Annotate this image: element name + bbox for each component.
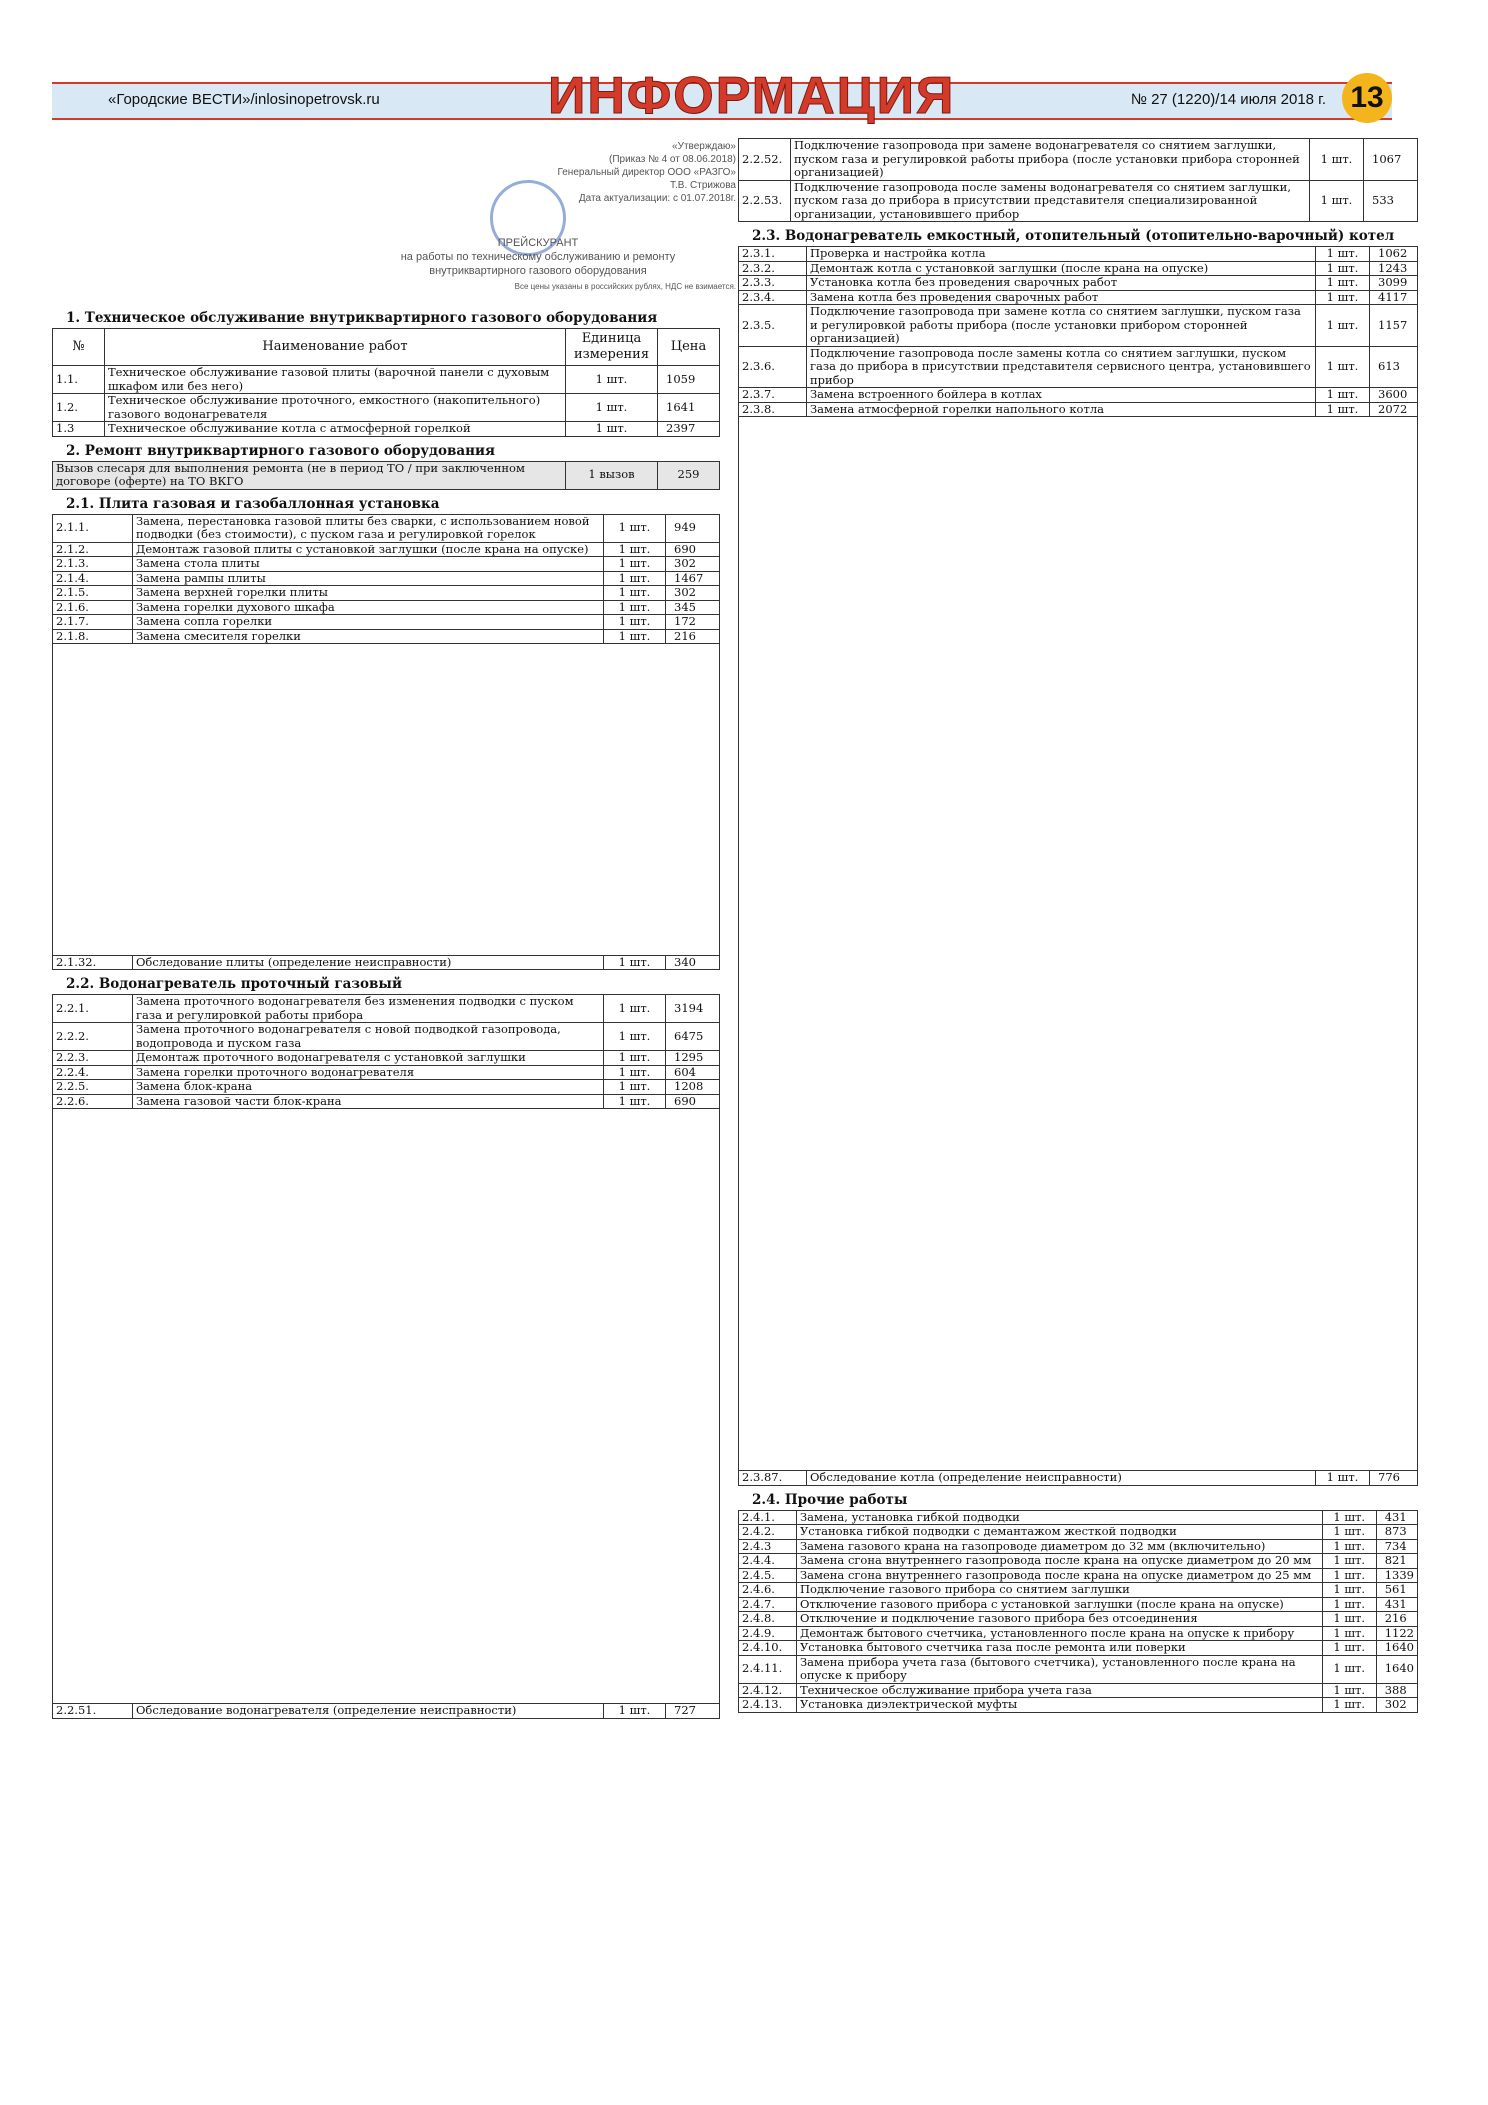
row-unit: 1 шт. (1322, 1525, 1376, 1540)
table-row (53, 1023, 720, 1051)
price-note: Все цены указаны в российских рублях, НДС не взимается. (514, 282, 736, 291)
row-price: 6475 (666, 1023, 720, 1051)
row-price: 431 (1376, 1510, 1417, 1525)
table-row (53, 422, 720, 437)
row-code: 2.4.8. (739, 1612, 797, 1627)
row-unit: 1 шт. (1322, 1510, 1376, 1525)
row-unit: 1 шт. (1310, 139, 1364, 181)
row-code: 2.2.5. (53, 1080, 133, 1095)
row-name: Замена котла без проведения сварочных работ (807, 290, 1316, 305)
table-row (53, 1065, 720, 1080)
row-code: 2.3.6. (739, 346, 807, 388)
row-price: 1067 (1364, 139, 1418, 181)
row-unit: 1 шт. (1322, 1612, 1376, 1627)
row-name: Замена стола плиты (133, 557, 604, 572)
table-row (53, 586, 720, 601)
row-price: 1122 (1376, 1626, 1417, 1641)
row-unit: 1 шт. (1316, 247, 1370, 262)
row-name: Замена проточного водонагревателя без изменения подводки с пуском газа и регулировкой работы прибора (133, 995, 604, 1023)
row-code: 2.3.8. (739, 402, 807, 417)
row-code: 1.1. (53, 366, 105, 394)
row-price: 3099 (1370, 276, 1418, 291)
row-unit: 1 шт. (1322, 1626, 1376, 1641)
row-name: Отключение газового прибора с установкой заглушки (после крана на опуске) (797, 1597, 1323, 1612)
sec1-title: 1. Техническое обслуживание внутриквартирного газового оборудования (66, 310, 658, 326)
row-code: 2.3.87. (739, 1471, 807, 1486)
call-name: Вызов слесаря для выполнения ремонта (не в период ТО / при заключенном договоре (оферте) на ТО ВКГО (53, 461, 566, 489)
row-price: 172 (666, 615, 720, 630)
table-row (739, 180, 1418, 222)
table-row (53, 557, 720, 572)
table-row (739, 1641, 1418, 1656)
row-name: Установка гибкой подводки с демантажом жесткой подводки (797, 1525, 1323, 1540)
table-row (739, 1698, 1418, 1713)
row-price: 604 (666, 1065, 720, 1080)
row-price: 690 (666, 1094, 720, 1109)
row-name: Замена горелки проточного водонагревателя (133, 1065, 604, 1080)
col-num: № (53, 329, 105, 366)
sec22-title: 2.2. Водонагреватель проточный газовый (66, 976, 402, 992)
row-unit: 1 шт. (566, 366, 658, 394)
row-code: 2.1.2. (53, 542, 133, 557)
row-unit: 1 шт. (1322, 1683, 1376, 1698)
row-unit: 1 шт. (1316, 276, 1370, 291)
row-unit: 1 шт. (1322, 1641, 1376, 1656)
row-code: 2.4.11. (739, 1655, 797, 1683)
table-header (53, 329, 720, 366)
row-name: Замена блок-крана (133, 1080, 604, 1095)
row-unit: 1 шт. (604, 542, 666, 557)
table-row (739, 247, 1418, 262)
row-unit: 1 шт. (604, 586, 666, 601)
row-name: Замена, установка гибкой подводки (797, 1510, 1323, 1525)
row-price: 302 (666, 586, 720, 601)
row-unit: 1 шт. (604, 629, 666, 644)
row-price: 690 (666, 542, 720, 557)
sec23-table (738, 246, 1418, 1486)
table-row (53, 394, 720, 422)
row-code: 2.3.1. (739, 247, 807, 262)
row-unit: 1 шт. (604, 1094, 666, 1109)
row-code: 2.4.12. (739, 1683, 797, 1698)
row-code: 2.1.1. (53, 514, 133, 542)
row-price: 821 (1376, 1554, 1417, 1569)
row-unit: 1 шт. (604, 1080, 666, 1095)
table-row (739, 276, 1418, 291)
issue-date: № 27 (1220)/14 июля 2018 г. (1130, 91, 1326, 108)
row-code: 2.2.51. (53, 1704, 133, 1719)
omitted-rows (53, 1109, 720, 1704)
row-unit: 1 шт. (604, 615, 666, 630)
row-unit: 1 шт. (1322, 1554, 1376, 1569)
row-name: Замена верхней горелки плиты (133, 586, 604, 601)
row-price: 1208 (666, 1080, 720, 1095)
table-row (739, 402, 1418, 417)
row-unit: 1 шт. (1316, 346, 1370, 388)
row-unit: 1 шт. (1322, 1568, 1376, 1583)
row-price: 302 (666, 557, 720, 572)
table-row (739, 139, 1418, 181)
row-name: Замена газовой части блок-крана (133, 1094, 604, 1109)
col-price: Цена (658, 329, 720, 366)
row-name: Техническое обслуживание проточного, емкостного (накопительного) газового водонагревателя (105, 394, 566, 422)
price-list-title-line: внутриквартирного газового оборудования (429, 265, 647, 277)
row-unit: 1 шт. (604, 1051, 666, 1066)
row-code: 2.4.10. (739, 1641, 797, 1656)
row-code: 2.3.7. (739, 388, 807, 403)
row-code: 2.2.6. (53, 1094, 133, 1109)
row-unit: 1 шт. (604, 600, 666, 615)
row-code: 2.2.1. (53, 995, 133, 1023)
row-name: Демонтаж бытового счетчика, установленного после крана на опуске к прибору (797, 1626, 1323, 1641)
row-name: Замена встроенного бойлера в котлах (807, 388, 1316, 403)
row-unit: 1 шт. (566, 422, 658, 437)
row-name: Подключение газового прибора со снятием заглушки (797, 1583, 1323, 1598)
row-price: 776 (1370, 1471, 1418, 1486)
row-price: 1295 (666, 1051, 720, 1066)
sec22-table (52, 994, 720, 1719)
sec2-title: 2. Ремонт внутриквартирного газового оборудования (66, 442, 496, 459)
row-name: Замена газового крана на газопроводе диаметром до 32 мм (включительно) (797, 1539, 1323, 1554)
approval-line: Дата актуализации: с 01.07.2018г. (578, 193, 736, 204)
table-row (739, 388, 1418, 403)
row-name: Замена атмосферной горелки напольного котла (807, 402, 1316, 417)
price-list-title-line: ПРЕЙСКУРАНТ (497, 237, 579, 249)
row-code: 2.4.13. (739, 1698, 797, 1713)
row-unit: 1 шт. (604, 514, 666, 542)
row-price: 533 (1364, 180, 1418, 222)
row-price: 1640 (1376, 1655, 1417, 1683)
row-code: 2.2.52. (739, 139, 791, 181)
row-unit: 1 шт. (1322, 1655, 1376, 1683)
row-name: Обследование плиты (определение неисправности) (133, 955, 604, 970)
row-price: 1243 (1370, 261, 1418, 276)
row-code: 2.1.5. (53, 586, 133, 601)
row-name: Подключение газопровода при замене котла со снятием заглушки, пуском газа и регулировкой работы прибора (после установки прибором сторонней организацией) (807, 305, 1316, 347)
row-name: Замена смесителя горелки (133, 629, 604, 644)
table-row (739, 1626, 1418, 1641)
row-price: 216 (666, 629, 720, 644)
table-row (739, 1568, 1418, 1583)
approval-lines (557, 140, 736, 205)
approval-line: Т.В. Стрижова (670, 180, 736, 191)
row-name: Замена сгона внутреннего газопровода после крана на опуске диаметром до 20 мм (797, 1554, 1323, 1569)
publication-name: «Городские ВЕСТИ»/inlosinopetrovsk.ru (108, 91, 380, 108)
table-row (53, 1051, 720, 1066)
row-price: 1640 (1376, 1641, 1417, 1656)
approval-line: «Утверждаю» (672, 141, 736, 152)
row-name: Замена сопла горелки (133, 615, 604, 630)
page-number: 13 (1342, 73, 1392, 123)
row-price: 613 (1370, 346, 1418, 388)
row-name: Демонтаж газовой плиты с установкой заглушки (после крана на опуске) (133, 542, 604, 557)
row-unit: 1 шт. (1316, 1471, 1370, 1486)
sec21-title: 2.1. Плита газовая и газобаллонная установка (66, 495, 440, 512)
row-unit: 1 шт. (604, 995, 666, 1023)
row-price: 949 (666, 514, 720, 542)
row-name: Замена сгона внутреннего газопровода после крана на опуске диаметром до 25 мм (797, 1568, 1323, 1583)
row-code: 2.1.8. (53, 629, 133, 644)
table-row (53, 1704, 720, 1719)
left-column (52, 304, 720, 1719)
sec24-table (738, 1510, 1418, 1713)
table-row (53, 514, 720, 542)
row-unit: 1 шт. (1316, 261, 1370, 276)
row-name: Замена рампы плиты (133, 571, 604, 586)
row-name: Установка бытового счетчика газа после ремонта или поверки (797, 1641, 1323, 1656)
table-row (739, 1612, 1418, 1627)
price-list-title-line: на работы по техническому обслуживанию и ремонту (400, 251, 676, 263)
right-column (738, 138, 1418, 1713)
row-unit: 1 шт. (604, 955, 666, 970)
row-name: Отключение и подключение газового прибора без отсоединения (797, 1612, 1323, 1627)
row-price: 3600 (1370, 388, 1418, 403)
sec24-title: 2.4. Прочие работы (752, 1491, 908, 1508)
row-price: 1641 (658, 394, 720, 422)
row-name: Техническое обслуживание котла с атмосферной горелкой (105, 422, 566, 437)
row-unit: 1 шт. (604, 1023, 666, 1051)
call-unit: 1 вызов (566, 461, 658, 489)
row-name: Подключение газопровода при замене водонагревателя со снятием заглушки, пуском газа и регулировкой работы прибора (после установки прибора сторонней организацией) (791, 139, 1310, 181)
table-row (53, 542, 720, 557)
row-code: 2.1.3. (53, 557, 133, 572)
sec1-table (52, 328, 720, 437)
row-code: 2.4.3 (739, 1539, 797, 1554)
row-price: 727 (666, 1704, 720, 1719)
omitted-rows (53, 644, 720, 956)
table-row (53, 571, 720, 586)
table-row (53, 461, 720, 489)
row-name: Установка котла без проведения сварочных работ (807, 276, 1316, 291)
table-row (53, 955, 720, 970)
row-price: 873 (1376, 1525, 1417, 1540)
row-unit: 1 шт. (604, 1704, 666, 1719)
row-price: 1062 (1370, 247, 1418, 262)
table-row (53, 629, 720, 644)
row-name: Подключение газопровода после замены котла со снятием заглушки, пуском газа до прибора в присутствии представителя сервисного центра, установившего прибор (807, 346, 1316, 388)
row-unit: 1 шт. (604, 1065, 666, 1080)
sec2-table (52, 461, 720, 490)
row-price: 1339 (1376, 1568, 1417, 1583)
row-price: 4117 (1370, 290, 1418, 305)
row-unit: 1 шт. (1322, 1539, 1376, 1554)
row-code: 2.3.4. (739, 290, 807, 305)
table-row (739, 1655, 1418, 1683)
row-price: 2072 (1370, 402, 1418, 417)
row-code: 2.4.7. (739, 1597, 797, 1612)
row-price: 345 (666, 600, 720, 615)
row-unit: 1 шт. (1316, 402, 1370, 417)
table-row (739, 1597, 1418, 1612)
row-unit: 1 шт. (1322, 1698, 1376, 1713)
row-unit: 1 шт. (1322, 1583, 1376, 1598)
table-row (739, 1525, 1418, 1540)
row-code: 2.4.5. (739, 1568, 797, 1583)
row-code: 2.1.4. (53, 571, 133, 586)
row-code: 2.1.7. (53, 615, 133, 630)
row-name: Замена прибора учета газа (бытового счетчика), установленного после крана на опуске к прибору (797, 1655, 1323, 1683)
row-price: 1059 (658, 366, 720, 394)
table-row (739, 1510, 1418, 1525)
approval-stamp (340, 140, 736, 292)
row-code: 2.1.32. (53, 955, 133, 970)
table-row (739, 290, 1418, 305)
col-name: Наименование работ (105, 329, 566, 366)
sec21-table (52, 514, 720, 971)
row-unit: 1 шт. (1316, 388, 1370, 403)
row-price: 734 (1376, 1539, 1417, 1554)
table-row (53, 1080, 720, 1095)
price-list-title (340, 236, 736, 278)
table-row (739, 346, 1418, 388)
row-name: Техническое обслуживание газовой плиты (варочной панели с духовым шкафом или без него) (105, 366, 566, 394)
row-code: 2.1.6. (53, 600, 133, 615)
row-unit: 1 шт. (1322, 1597, 1376, 1612)
table-row (739, 1683, 1418, 1698)
row-code: 2.2.2. (53, 1023, 133, 1051)
table-row (739, 261, 1418, 276)
row-price: 561 (1376, 1583, 1417, 1598)
row-price: 302 (1376, 1698, 1417, 1713)
row-unit: 1 шт. (1316, 305, 1370, 347)
table-row (739, 1583, 1418, 1598)
row-name: Демонтаж котла с установкой заглушки (после крана на опуске) (807, 261, 1316, 276)
omitted-rows (739, 417, 1418, 1471)
row-name: Техническое обслуживание прибора учета газа (797, 1683, 1323, 1698)
table-row (739, 305, 1418, 347)
row-code: 2.4.9. (739, 1626, 797, 1641)
call-price: 259 (658, 461, 720, 489)
table-row (53, 995, 720, 1023)
row-name: Замена, перестановка газовой плиты без сварки, с использованием новой подводки (без стоимости), с пуском газа и регулировкой горелок (133, 514, 604, 542)
row-unit: 1 шт. (566, 394, 658, 422)
table-row (53, 366, 720, 394)
row-price: 216 (1376, 1612, 1417, 1627)
row-name: Замена проточного водонагревателя с новой подводкой газопровода, водопровода и пуском газа (133, 1023, 604, 1051)
table-row (53, 615, 720, 630)
row-unit: 1 шт. (1310, 180, 1364, 222)
row-unit: 1 шт. (1316, 290, 1370, 305)
row-code: 2.4.4. (739, 1554, 797, 1569)
row-code: 1.2. (53, 394, 105, 422)
row-code: 1.3 (53, 422, 105, 437)
row-price: 431 (1376, 1597, 1417, 1612)
row-unit: 1 шт. (604, 571, 666, 586)
row-price: 388 (1376, 1683, 1417, 1698)
approval-line: (Приказ № 4 от 08.06.2018) (609, 154, 736, 165)
row-code: 2.2.3. (53, 1051, 133, 1066)
row-name: Проверка и настройка котла (807, 247, 1316, 262)
row-name: Подключение газопровода после замены водонагревателя со снятием заглушки, пуском газа до прибора в присутствии представителя специализированной организации, установившего прибор (791, 180, 1310, 222)
table-row (739, 1539, 1418, 1554)
row-price: 2397 (658, 422, 720, 437)
row-price: 3194 (666, 995, 720, 1023)
approval-line: Генеральный директор ООО «РАЗГО» (557, 167, 736, 178)
section-title: ИНФОРМАЦИЯ (548, 67, 956, 125)
row-code: 2.4.1. (739, 1510, 797, 1525)
row-name: Установка диэлектрической муфты (797, 1698, 1323, 1713)
row-code: 2.2.4. (53, 1065, 133, 1080)
row-price: 340 (666, 955, 720, 970)
sec22-cont-table (738, 138, 1418, 222)
table-row (53, 1094, 720, 1109)
table-row (739, 1554, 1418, 1569)
row-name: Обследование котла (определение неисправности) (807, 1471, 1316, 1486)
row-name: Обследование водонагревателя (определение неисправности) (133, 1704, 604, 1719)
row-code: 2.4.6. (739, 1583, 797, 1598)
row-price: 1157 (1370, 305, 1418, 347)
row-code: 2.2.53. (739, 180, 791, 222)
row-code: 2.4.2. (739, 1525, 797, 1540)
table-row (739, 1471, 1418, 1486)
row-code: 2.3.5. (739, 305, 807, 347)
sec23-title: 2.3. Водонагреватель емкостный, отопительный (отопительно-варочный) котел (752, 228, 1395, 244)
col-unit: Единица измерения (566, 329, 658, 366)
row-price: 1467 (666, 571, 720, 586)
row-code: 2.3.2. (739, 261, 807, 276)
row-unit: 1 шт. (604, 557, 666, 572)
row-code: 2.3.3. (739, 276, 807, 291)
row-name: Замена горелки духового шкафа (133, 600, 604, 615)
table-row (53, 600, 720, 615)
row-name: Демонтаж проточного водонагревателя с установкой заглушки (133, 1051, 604, 1066)
